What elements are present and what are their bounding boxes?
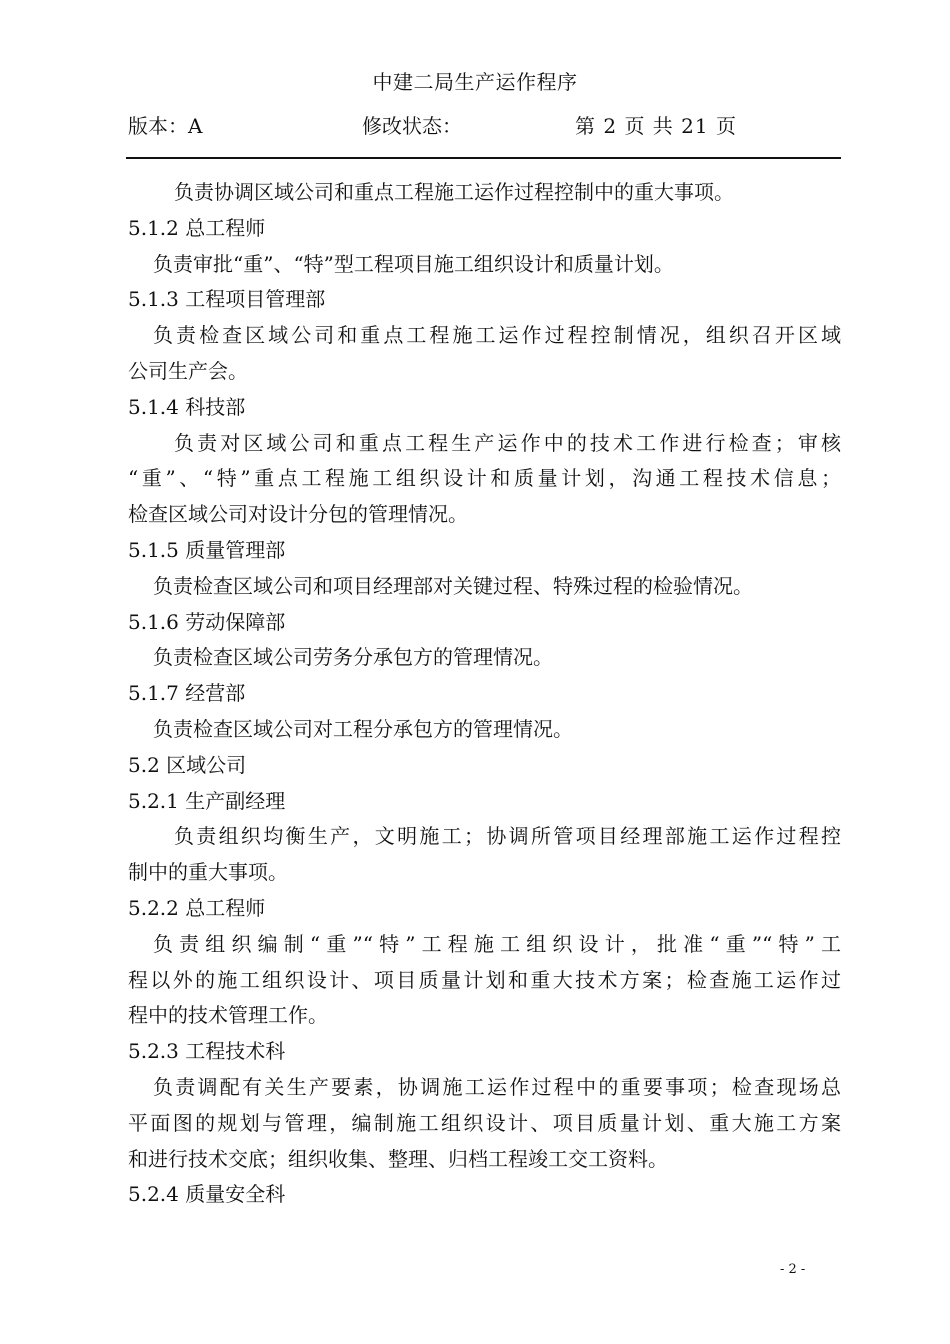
section-heading: 5.1.2 总工程师 (128, 215, 266, 240)
paragraph-line: 公司生产会。 (128, 358, 248, 383)
document-body (128, 175, 841, 1213)
paragraph-line: 负责对区域公司和重点工程生产运作中的技术工作进行检查；审核 (174, 430, 841, 455)
paragraph-line: 负责检查区域公司和项目经理部对关键过程、特殊过程的检验情况。 (153, 573, 753, 598)
paragraph-line: 负责协调区域公司和重点工程施工运作过程控制中的重大事项。 (174, 180, 734, 204)
paragraph-line: 和进行技术交底；组织收集、整理、归档工程竣工交工资料。 (128, 1146, 668, 1171)
document-title: 中建二局生产运作程序 (372, 70, 578, 94)
header-divider (126, 157, 841, 159)
paragraph-line: 负责审批“重”、“特”型工程项目施工组织设计和质量计划。 (153, 251, 674, 276)
section-heading: 5.1.7 经营部 (128, 681, 246, 706)
section-heading: 5.2.3 工程技术科 (128, 1039, 286, 1064)
section-heading: 5.2.1 生产副经理 (128, 788, 286, 813)
paragraph-line: 平面图的规划与管理，编制施工组织设计、项目质量计划、重大施工方案 (128, 1110, 841, 1135)
paragraph-line: 检查区域公司对设计分包的管理情况。 (128, 502, 468, 527)
revision-status-label: 修改状态： (362, 114, 462, 138)
paragraph-line: “重”、“特”重点工程施工组织设计和质量计划，沟通工程技术信息； (128, 466, 841, 491)
section-heading: 5.1.3 工程项目管理部 (128, 287, 326, 312)
paragraph-line: 负责检查区域公司和重点工程施工运作过程控制情况，组织召开区域 (153, 323, 841, 348)
paragraph-line: 负责组织均衡生产，文明施工；协调所管项目经理部施工运作过程控 (174, 824, 841, 849)
section-heading: 5.1.6 劳动保障部 (128, 609, 286, 634)
section-heading: 5.1.5 质量管理部 (128, 537, 286, 562)
page-number: - 2 - (780, 1262, 806, 1277)
paragraph-line: 负责组织编制“重”“特”工程施工组织设计，批准“重”“特”工 (153, 931, 841, 956)
paragraph-line: 程中的技术管理工作。 (128, 1003, 328, 1028)
section-heading: 5.2.2 总工程师 (128, 895, 266, 920)
paragraph-line: 制中的重大事项。 (128, 860, 288, 885)
section-heading: 5.1.4 科技部 (128, 394, 246, 419)
section-heading: 5.2 区域公司 (128, 752, 247, 777)
section-heading: 5.2.4 质量安全科 (128, 1182, 286, 1207)
paragraph-line: 负责检查区域公司对工程分承包方的管理情况。 (153, 716, 573, 741)
paragraph-line: 程以外的施工组织设计、项目质量计划和重大技术方案；检查施工运作过 (128, 967, 841, 992)
paragraph-line: 负责调配有关生产要素，协调施工运作过程中的重要事项；检查现场总 (153, 1074, 841, 1099)
header-meta (0, 110, 950, 140)
paragraph-line: 负责检查区域公司劳务分承包方的管理情况。 (153, 645, 553, 670)
page-info-label: 第 2 页 共 21 页 (575, 114, 737, 138)
version-label: 版本：A (128, 114, 203, 138)
